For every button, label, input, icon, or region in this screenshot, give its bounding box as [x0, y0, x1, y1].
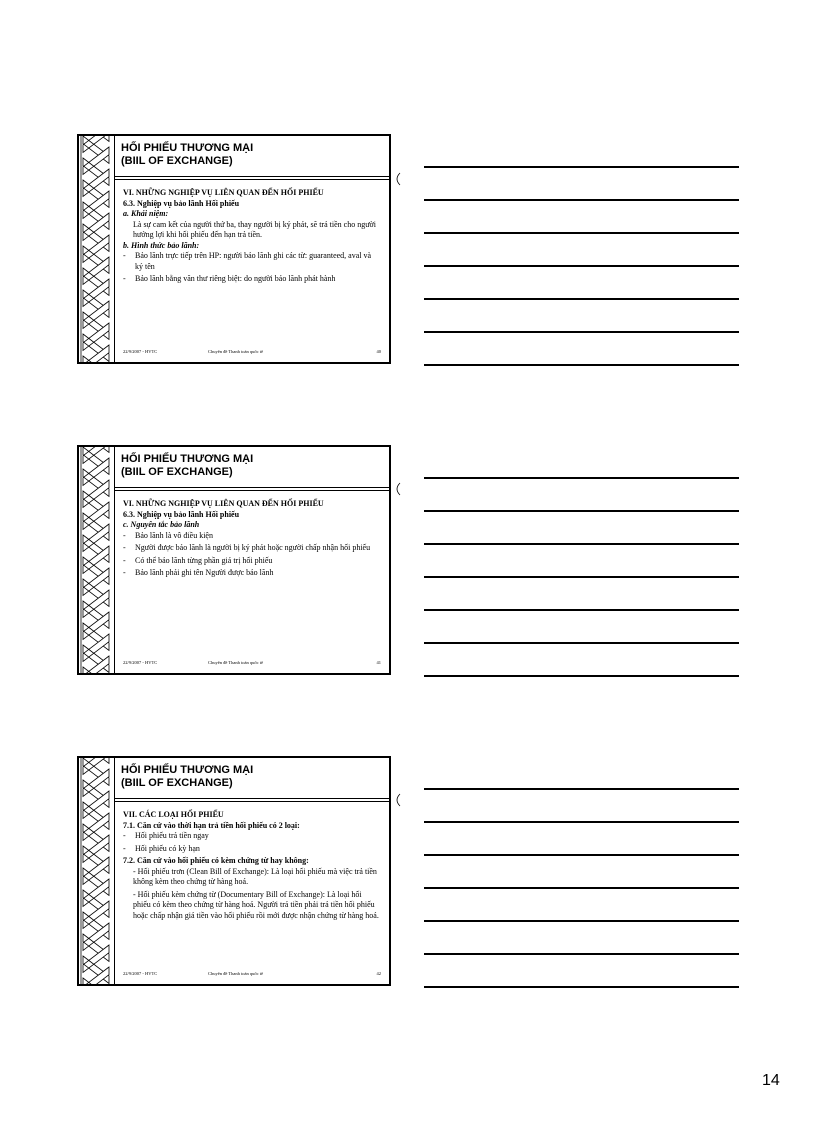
note-line	[424, 199, 739, 201]
section-heading: VI. NHỮNG NGHIỆP VỤ LIÊN QUAN ĐẾN HỐI PHIẾU	[123, 188, 324, 197]
slide-body	[123, 188, 381, 285]
title-rule	[115, 490, 389, 491]
slide-footer	[123, 348, 381, 356]
subsection-heading: 7.2. Căn cứ vào hối phiếu có kèm chứng từ hay không:	[123, 856, 309, 865]
title-rule	[115, 179, 389, 180]
braid-decoration	[79, 758, 115, 984]
slide-body	[123, 810, 381, 921]
footer-date: 22/9/2007 - HVTC	[123, 971, 158, 976]
bullet-item: - Hối phiếu trả tiền ngay	[123, 831, 381, 842]
note-line	[424, 166, 739, 168]
slide-41	[77, 445, 391, 675]
note-line	[424, 920, 739, 922]
page-number: 14	[762, 1072, 780, 1089]
title-rule	[115, 798, 389, 799]
braid-pattern	[79, 447, 113, 673]
footer-date: 22/9/2007 - HVTC	[123, 660, 158, 665]
slide-title	[121, 453, 253, 479]
slide-title	[121, 764, 253, 790]
slide-content	[115, 758, 389, 984]
note-line	[424, 986, 739, 988]
paragraph: - Hối phiếu trơn (Clean Bill of Exchange): Là loại hối phiếu mà việc trả tiền không kèm theo chứng từ hàng hoá.	[133, 866, 377, 886]
bullet-item: - Bảo lãnh là vô điều kiện	[123, 531, 381, 542]
note-line	[424, 265, 739, 267]
footer-title: Chuyên đề Thanh toán quốc tế	[208, 660, 264, 665]
note-line	[424, 887, 739, 889]
part-a-title: a. Khái niệm:	[123, 209, 169, 218]
slide-body	[123, 499, 381, 579]
subsection-heading: 6.3. Nghiệp vụ bảo lãnh Hối phiếu	[123, 198, 240, 208]
part-b-title: b. Hình thức bảo lãnh:	[123, 240, 200, 250]
title-rule	[115, 176, 389, 177]
slide-number: 40	[376, 349, 381, 354]
note-line	[424, 331, 739, 333]
hole-punch-mark	[392, 482, 402, 496]
subsection-heading: 7.1. Căn cứ vào thời hạn trả tiền hối phiếu có 2 loại:	[123, 820, 300, 830]
slide-footer	[123, 659, 381, 667]
section-heading: VI. NHỮNG NGHIỆP VỤ LIÊN QUAN ĐẾN HỐI PHIẾU	[123, 499, 324, 508]
slide-footer	[123, 970, 381, 978]
bullet-item: - Hối phiếu có kỳ hạn	[123, 844, 381, 855]
braid-decoration	[79, 136, 115, 362]
subsection-heading: 6.3. Nghiệp vụ bảo lãnh Hối phiếu	[123, 509, 240, 519]
note-line	[424, 364, 739, 366]
title-line-1: HỐI PHIẾU THƯƠNG MẠI	[121, 142, 254, 154]
note-line	[424, 298, 739, 300]
note-line	[424, 543, 739, 545]
title-line-1: HỐI PHIẾU THƯƠNG MẠI	[121, 764, 254, 776]
note-line	[424, 609, 739, 611]
note-line	[424, 854, 739, 856]
slide-40	[77, 134, 391, 364]
part-c-title: c. Nguyên tắc bảo lãnh	[123, 520, 200, 529]
title-rule	[115, 487, 389, 488]
note-line	[424, 477, 739, 479]
braid-pattern	[79, 758, 113, 984]
hole-punch-mark	[392, 793, 402, 807]
paragraph: - Hối phiếu kèm chứng từ (Documentary Bill of Exchange): Là loại hối phiếu có kèm theo chứng từ hàng hoá. Người trả tiền phải trả tiền hối phiếu hoặc chấp nhận giá tiền vào hối phiếu rồi mới được nhận chứng từ hàng hoá.	[133, 889, 379, 920]
slide-number: 42	[376, 971, 381, 976]
title-rule	[115, 801, 389, 802]
note-line	[424, 675, 739, 677]
bullet-item: - Bảo lãnh phải ghi tên Người được bảo lãnh	[123, 568, 381, 579]
note-line	[424, 788, 739, 790]
slide-content	[115, 136, 389, 362]
note-line	[424, 510, 739, 512]
footer-title: Chuyên đề Thanh toán quốc tế	[208, 349, 264, 354]
slide-content	[115, 447, 389, 673]
note-line	[424, 576, 739, 578]
slide-title	[121, 142, 253, 168]
braid-decoration	[79, 447, 115, 673]
bullet-item: - Người được bảo lãnh là người bị ký phát hoặc người chấp nhận hối phiếu	[123, 543, 381, 554]
bullet-item: - Có thể bảo lãnh từng phần giá trị hối phiếu	[123, 556, 381, 567]
title-line-2: (BIIL OF EXCHANGE)	[121, 777, 233, 789]
note-line	[424, 232, 739, 234]
section-heading: VII. CÁC LOẠI HỐI PHIẾU	[123, 810, 224, 819]
bullet-item: - Bảo lãnh trực tiếp trên HP: người bảo lãnh ghi các từ: guaranteed, aval và ký tên	[123, 251, 381, 272]
title-line-2: (BIIL OF EXCHANGE)	[121, 466, 233, 478]
slide-number: 41	[376, 660, 381, 665]
title-line-1: HỐI PHIẾU THƯƠNG MẠI	[121, 453, 254, 465]
footer-date: 22/9/2007 - HVTC	[123, 349, 158, 354]
title-line-2: (BIIL OF EXCHANGE)	[121, 155, 233, 167]
footer-title: Chuyên đề Thanh toán quốc tế	[208, 971, 264, 976]
hole-punch-mark	[392, 172, 402, 186]
slide-42	[77, 756, 391, 986]
note-line	[424, 642, 739, 644]
part-a-text: Là sự cam kết của người thứ ba, thay người bị ký phát, sẽ trả tiền cho người hưởng lợi khi hối phiếu đến hạn trả tiền.	[133, 219, 376, 239]
braid-pattern	[79, 136, 113, 362]
bullet-item: - Bảo lãnh bằng văn thư riêng biệt: do người bảo lãnh phát hành	[123, 274, 381, 285]
note-line	[424, 953, 739, 955]
note-line	[424, 821, 739, 823]
